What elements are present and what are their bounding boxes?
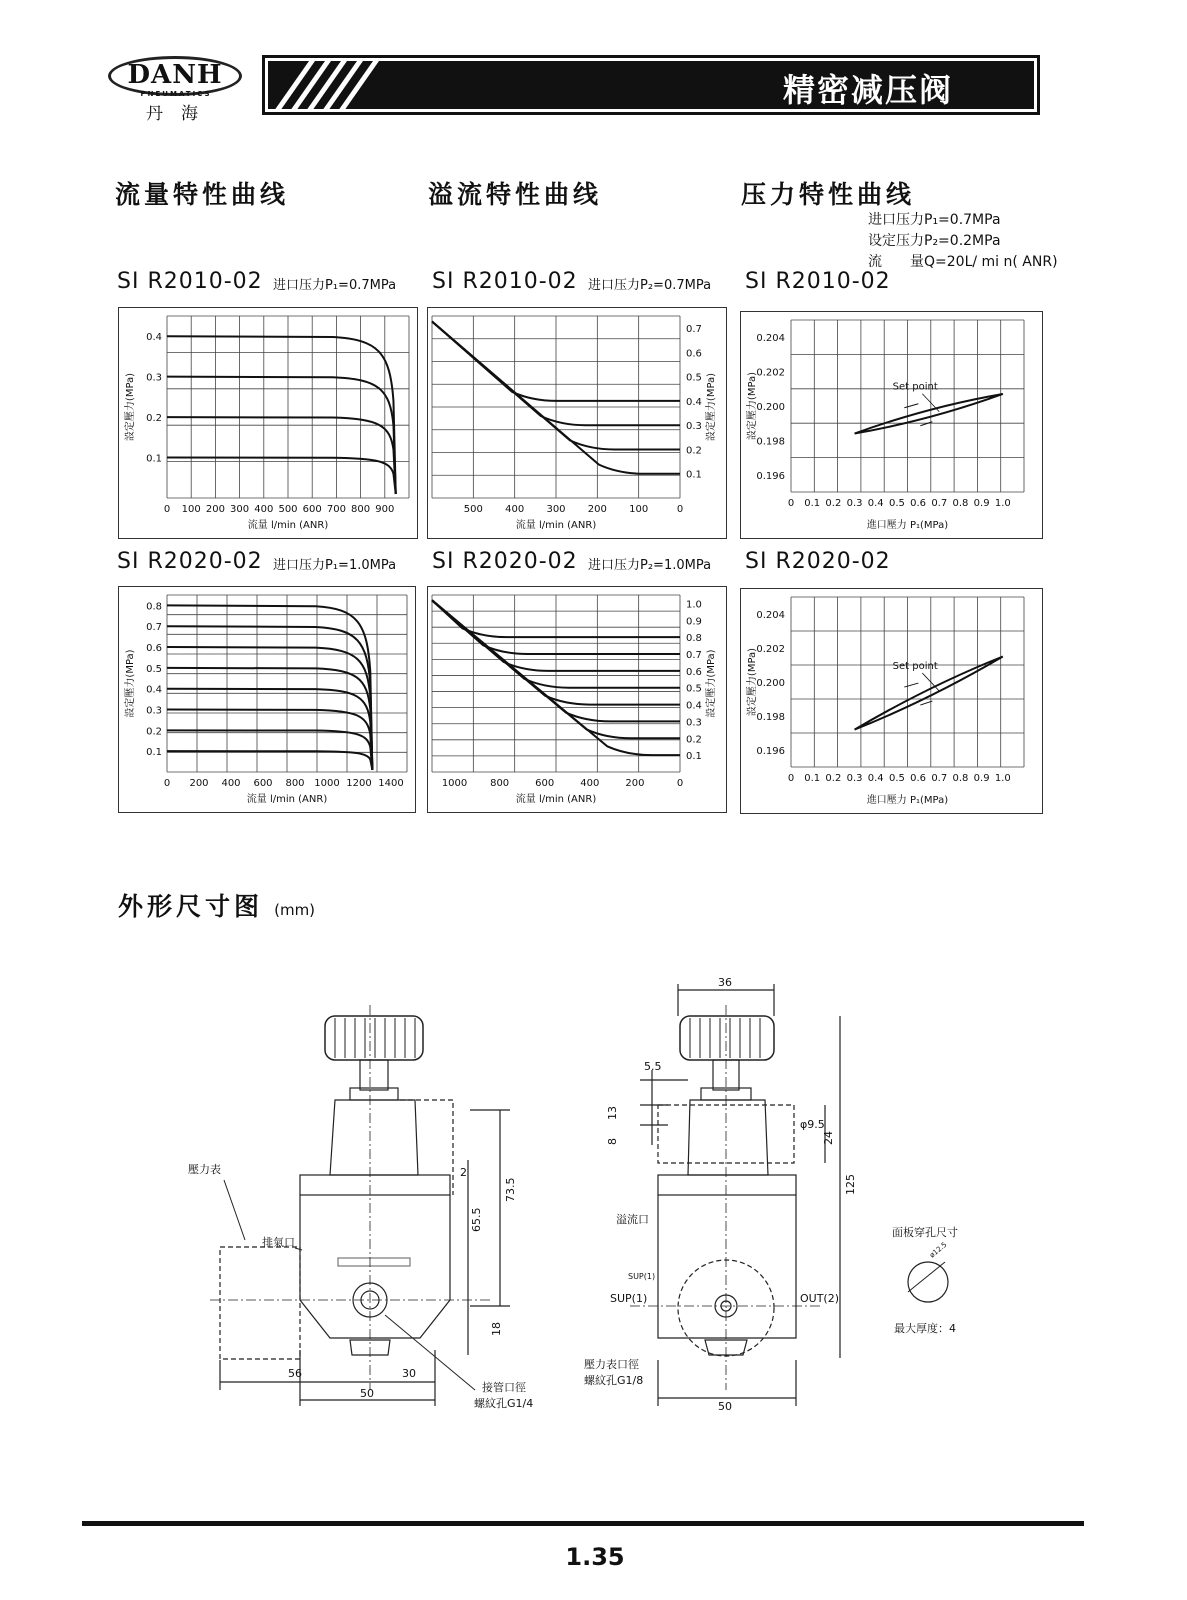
header-bar — [268, 61, 1034, 109]
x-tick-label: 400 — [254, 504, 274, 515]
dim-8: 8 — [606, 1138, 619, 1145]
y-tick-label: 0.1 — [686, 469, 702, 481]
series-line — [167, 689, 372, 770]
x-tick-label: 600 — [253, 778, 273, 789]
pressure-chart-r2 — [740, 588, 1043, 814]
y-axis-title: 設定壓力(MPa) — [747, 647, 758, 717]
x-tick-label: 0 — [787, 498, 795, 509]
dim-56: 56 — [288, 1367, 302, 1380]
label-panel-dia: ø12.5 — [928, 1240, 949, 1260]
x-axis-title: 流量 l/min (ANR) — [246, 794, 328, 805]
x-tick-label: 400 — [505, 504, 525, 515]
label-out: OUT(2) — [800, 1292, 840, 1305]
y-tick-label: 0.3 — [686, 421, 702, 433]
y-tick-label: 0.1 — [686, 751, 702, 763]
y-tick-label: 0.3 — [146, 372, 162, 384]
dim-18: 18 — [490, 1322, 503, 1336]
x-tick-label: 0.4 — [867, 773, 884, 784]
x-tick-label: 0 — [163, 778, 171, 789]
x-tick-label: 800 — [351, 504, 371, 515]
y-tick-label: 0.1 — [146, 453, 162, 465]
cond-r1-relief: 进口压力P₂=0.7MPa — [588, 278, 712, 293]
y-tick-label: 0.2 — [686, 445, 702, 457]
logo-cn: 丹海 — [146, 104, 216, 124]
x-tick-label: 800 — [490, 778, 510, 789]
y-tick-label: 0.8 — [686, 633, 702, 645]
y-tick-label: 0.196 — [756, 470, 785, 482]
dims-heading: 外形尺寸图 (mm) — [118, 892, 316, 921]
label-gauge-port: 壓力表口徑 — [584, 1358, 639, 1371]
footer-rule — [82, 1521, 1084, 1526]
x-tick-label: 0.8 — [952, 773, 969, 784]
y-tick-label: 0.6 — [146, 643, 162, 655]
y-axis-title: 設定壓力(MPa) — [706, 372, 717, 442]
logo-sub: PNEUMATICS — [140, 90, 212, 98]
dim-73-5: 73.5 — [504, 1177, 517, 1202]
y-axis-title: 設定壓力(MPa) — [125, 372, 136, 442]
model-r2-flow: SI R2020-02 — [117, 549, 263, 574]
y-tick-label: 0.9 — [686, 616, 702, 628]
model-r1-relief: SI R2010-02 — [432, 269, 578, 294]
x-tick-label: 0.7 — [931, 498, 948, 509]
x-tick-label: 0.9 — [973, 773, 990, 784]
relief-chart-r2 — [427, 586, 727, 813]
x-axis-title: 進口壓力 P₁(MPa) — [866, 520, 949, 531]
y-tick-label: 0.7 — [686, 650, 702, 661]
x-tick-label: 1.0 — [994, 498, 1011, 509]
y-tick-label: 0.198 — [756, 436, 785, 448]
series-line — [167, 336, 396, 494]
pressure-chart-r1 — [740, 311, 1043, 539]
y-tick-label: 0.3 — [146, 705, 162, 717]
x-tick-label: 0 — [676, 778, 684, 789]
x-axis-title: 流量 l/min (ANR) — [247, 520, 329, 531]
x-tick-label: 0.6 — [910, 498, 927, 509]
x-tick-label: 0 — [787, 773, 795, 784]
page-number: 1.35 — [565, 1543, 625, 1571]
y-tick-label: 0.4 — [686, 396, 702, 408]
x-tick-label: 0.5 — [888, 498, 905, 509]
label-exhaust: 排氣口 — [262, 1236, 295, 1249]
dimension-drawing — [170, 970, 1070, 1440]
label-sup-small: SUP(1) — [628, 1272, 656, 1281]
heading-pressure: 压力特性曲线 — [741, 180, 916, 209]
x-axis-title: 進口壓力 P₁(MPa) — [866, 795, 949, 806]
x-tick-label: 0.2 — [825, 773, 842, 784]
label-port: 接管口徑 — [482, 1381, 526, 1394]
x-tick-label: 400 — [221, 778, 241, 789]
y-tick-label: 0.3 — [686, 717, 702, 729]
y-tick-label: 0.7 — [146, 622, 162, 634]
x-tick-label: 600 — [302, 504, 322, 515]
y-tick-label: 0.1 — [146, 747, 162, 759]
label-gauge: 壓力表 — [188, 1163, 221, 1176]
y-tick-label: 0.5 — [146, 663, 162, 675]
dim-50-side: 50 — [718, 1400, 732, 1413]
label-thickness: 最大厚度：4 — [894, 1322, 956, 1335]
x-tick-label: 0.7 — [931, 773, 948, 784]
x-tick-label: 200 — [205, 504, 225, 515]
x-tick-label: 0.3 — [846, 498, 863, 509]
flow-chart-r2 — [118, 586, 416, 813]
y-tick-label: 0.4 — [686, 700, 702, 712]
front-view — [188, 1005, 533, 1410]
panel-hole — [892, 1225, 958, 1335]
dim-5-5: 5.5 — [644, 1060, 662, 1073]
model-r1-pressure: SI R2010-02 — [745, 269, 891, 294]
label-relief: 溢流口 — [616, 1213, 649, 1226]
x-tick-label: 0.2 — [825, 498, 842, 509]
y-axis-title: 設定壓力(MPa) — [747, 371, 758, 441]
x-tick-label: 1200 — [346, 778, 372, 789]
series-line — [167, 458, 396, 494]
y-tick-label: 1.0 — [686, 599, 702, 611]
cond-set: 设定压力P₂=0.2MPa — [868, 233, 1001, 249]
x-axis-title: 流量 l/min (ANR) — [515, 520, 597, 531]
dim-65-5: 65.5 — [470, 1207, 483, 1232]
series-line — [167, 377, 396, 494]
dim-36: 36 — [718, 976, 732, 989]
label-sup: SUP(1) — [610, 1292, 648, 1305]
series-line — [167, 417, 396, 494]
cond-r2-flow: 进口压力P₁=1.0MPa — [273, 558, 397, 573]
y-tick-label: 0.7 — [686, 324, 702, 336]
dim-2: 2 — [460, 1166, 467, 1179]
y-axis-title: 設定壓力(MPa) — [706, 649, 717, 718]
cond-inlet: 进口压力P₁=0.7MPa — [868, 212, 1001, 228]
y-tick-label: 0.202 — [756, 367, 785, 379]
pressure-conditions — [868, 210, 1058, 273]
label-panel-title: 面板穿孔尺寸 — [892, 1226, 958, 1239]
x-tick-label: 1000 — [314, 778, 340, 789]
x-tick-label: 200 — [189, 778, 209, 789]
series-line — [167, 751, 372, 770]
y-tick-label: 0.5 — [686, 683, 702, 695]
page-title: 精密减压阀 — [782, 71, 953, 109]
y-tick-label: 0.202 — [756, 644, 785, 655]
dim-125: 125 — [844, 1174, 857, 1195]
brand-logo — [108, 52, 248, 122]
label-port-thread: 螺紋孔G1/4 — [474, 1397, 534, 1410]
x-tick-label: 0.1 — [804, 773, 821, 784]
series-line — [167, 710, 372, 770]
y-tick-label: 0.200 — [756, 678, 785, 689]
y-tick-label: 0.2 — [146, 726, 162, 738]
arrow-up — [904, 404, 918, 408]
x-tick-label: 0.3 — [846, 773, 863, 784]
y-tick-label: 0.204 — [756, 333, 785, 345]
y-tick-label: 0.5 — [686, 372, 702, 384]
x-tick-label: 0.8 — [952, 498, 969, 509]
dim-24: 24 — [822, 1131, 835, 1145]
x-tick-label: 1000 — [441, 778, 468, 789]
x-tick-label: 500 — [463, 504, 483, 515]
x-tick-label: 0.9 — [973, 498, 990, 509]
x-tick-label: 100 — [629, 504, 649, 515]
x-tick-label: 0.6 — [910, 773, 927, 784]
x-tick-label: 500 — [278, 504, 298, 515]
y-tick-label: 0.2 — [146, 413, 162, 425]
model-r2-pressure: SI R2020-02 — [745, 549, 891, 574]
x-tick-label: 0.5 — [888, 773, 905, 784]
y-tick-label: 0.6 — [686, 348, 702, 360]
x-tick-label: 1400 — [378, 778, 404, 789]
model-r2-relief: SI R2020-02 — [432, 549, 578, 574]
dim-30: 30 — [402, 1367, 416, 1380]
y-tick-label: 0.4 — [146, 684, 162, 696]
dim-13: 13 — [606, 1106, 619, 1120]
x-tick-label: 800 — [285, 778, 305, 789]
y-tick-label: 0.8 — [146, 601, 162, 613]
y-tick-label: 0.2 — [686, 734, 702, 746]
heading-relief: 溢流特性曲线 — [428, 180, 603, 209]
y-tick-label: 0.4 — [146, 332, 162, 344]
y-axis-title: 設定壓力(MPa) — [125, 649, 136, 718]
set-point-label: Set point — [892, 661, 938, 673]
x-tick-label: 400 — [580, 778, 600, 789]
side-view — [584, 976, 857, 1413]
x-tick-label: 200 — [587, 504, 607, 515]
x-tick-label: 100 — [181, 504, 201, 515]
x-tick-label: 600 — [535, 778, 555, 789]
y-tick-label: 0.198 — [756, 712, 785, 723]
x-tick-label: 0.1 — [804, 498, 821, 509]
x-tick-label: 0.4 — [867, 498, 884, 509]
label-gauge-thread: 螺紋孔G1/8 — [584, 1374, 644, 1387]
hysteresis-loop — [855, 394, 1003, 434]
x-tick-label: 0 — [676, 504, 684, 515]
x-tick-label: 300 — [546, 504, 566, 515]
series-line — [167, 668, 372, 770]
cond-r1-flow: 进口压力P₁=0.7MPa — [273, 278, 397, 293]
set-point-label: Set point — [892, 381, 938, 393]
y-tick-label: 0.200 — [756, 402, 785, 413]
series-line — [167, 730, 372, 770]
x-tick-label: 200 — [625, 778, 645, 789]
x-tick-label: 700 — [326, 504, 346, 515]
flow-chart-r1 — [118, 307, 418, 539]
cond-flow: 流 量Q=20L/ mi n( ANR) — [868, 254, 1058, 270]
dim-phi-9-5: φ9.5 — [800, 1118, 825, 1131]
cond-r2-relief: 进口压力P₂=1.0MPa — [588, 558, 712, 573]
x-tick-label: 1.0 — [994, 773, 1011, 784]
model-r1-flow: SI R2010-02 — [117, 269, 263, 294]
y-tick-label: 0.6 — [686, 666, 702, 678]
dim-50-front: 50 — [360, 1387, 374, 1400]
y-tick-label: 0.196 — [756, 746, 785, 757]
x-tick-label: 900 — [375, 504, 395, 515]
heading-flow: 流量特性曲线 — [115, 180, 290, 209]
y-tick-label: 0.204 — [756, 610, 785, 621]
arrow-up — [904, 683, 918, 687]
x-tick-label: 0 — [163, 504, 171, 515]
logo-text: DANH — [127, 60, 223, 90]
relief-chart-r1 — [427, 307, 727, 539]
x-tick-label: 300 — [230, 504, 250, 515]
x-axis-title: 流量 l/min (ANR) — [515, 794, 597, 805]
